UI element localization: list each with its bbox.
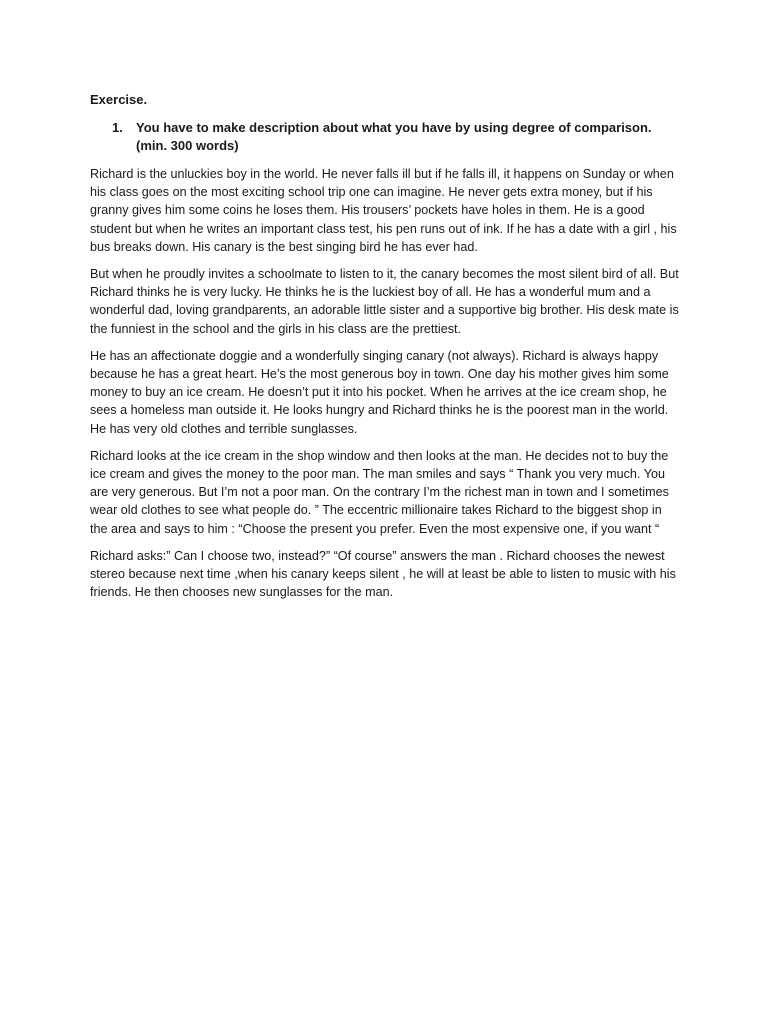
exercise-heading: Exercise.	[90, 92, 148, 107]
story-paragraph-4: Richard looks at the ice cream in the shop window and then looks at the man. He decides not to buy the ice cream and gives the money to the poor man. The man smiles and says “ Thank you very much. You are very generous. But I’m not a poor man. On the contrary I’m the richest man in town and I sometimes wear old clothes to see what people do. ” The eccentric millionaire takes Richard to the biggest shop in the area and says to him : “Choose the present you prefer. Even the most expensive one, if you want “	[90, 448, 669, 536]
story-paragraph-1: Richard is the unluckies boy in the world. He never falls ill but if he falls ill, it happens on Sunday or when his class goes on the most exciting school trip one can imagine. He never gets extra money, but if his granny gives him some coins he loses them. His trousers’ pockets have holes in them. He is a good student but when he writes an important class test, his pen runs out of ink. If he has a date with a girl , his bus breaks down. His canary is the best singing bird he has ever had.	[90, 167, 677, 254]
task-item	[90, 119, 682, 155]
story-paragraph-2: But when he proudly invites a schoolmate to listen to it, the canary becomes the most silent bird of all. But Richard thinks he is very lucky. He thinks he is the luckiest boy of all. He has a wonderful mum and a wonderful dad, loving grandparents, an adorable little sister and a supportive big brother. His desk mate is the funniest in the school and the girls in his class are the prettiest.	[90, 267, 679, 336]
task-instruction: You have to make description about what you have by using degree of comparison. (min. 300 words)	[136, 120, 652, 153]
document-page	[90, 91, 682, 610]
story-paragraph-5: Richard asks:” Can I choose two, instead?” “Of course” answers the man . Richard chooses the newest stereo because next time ,when his canary keeps silent , he will at least be able to listen to music with his friends. He then chooses new sunglasses for the man.	[90, 548, 676, 600]
task-number: 1.	[112, 120, 123, 135]
story-paragraph-3: He has an affectionate doggie and a wonderfully singing canary (not always). Richard is always happy because he has a great heart. He’s the most generous boy in town. One day his mother gives him some money to buy an ice cream. He doesn’t put it into his pocket. When he arrives at the ice cream shop, he sees a homeless man outside it. He looks hungry and Richard thinks he is the poorest man in the world. He has very old clothes and terrible sunglasses.	[90, 348, 669, 436]
